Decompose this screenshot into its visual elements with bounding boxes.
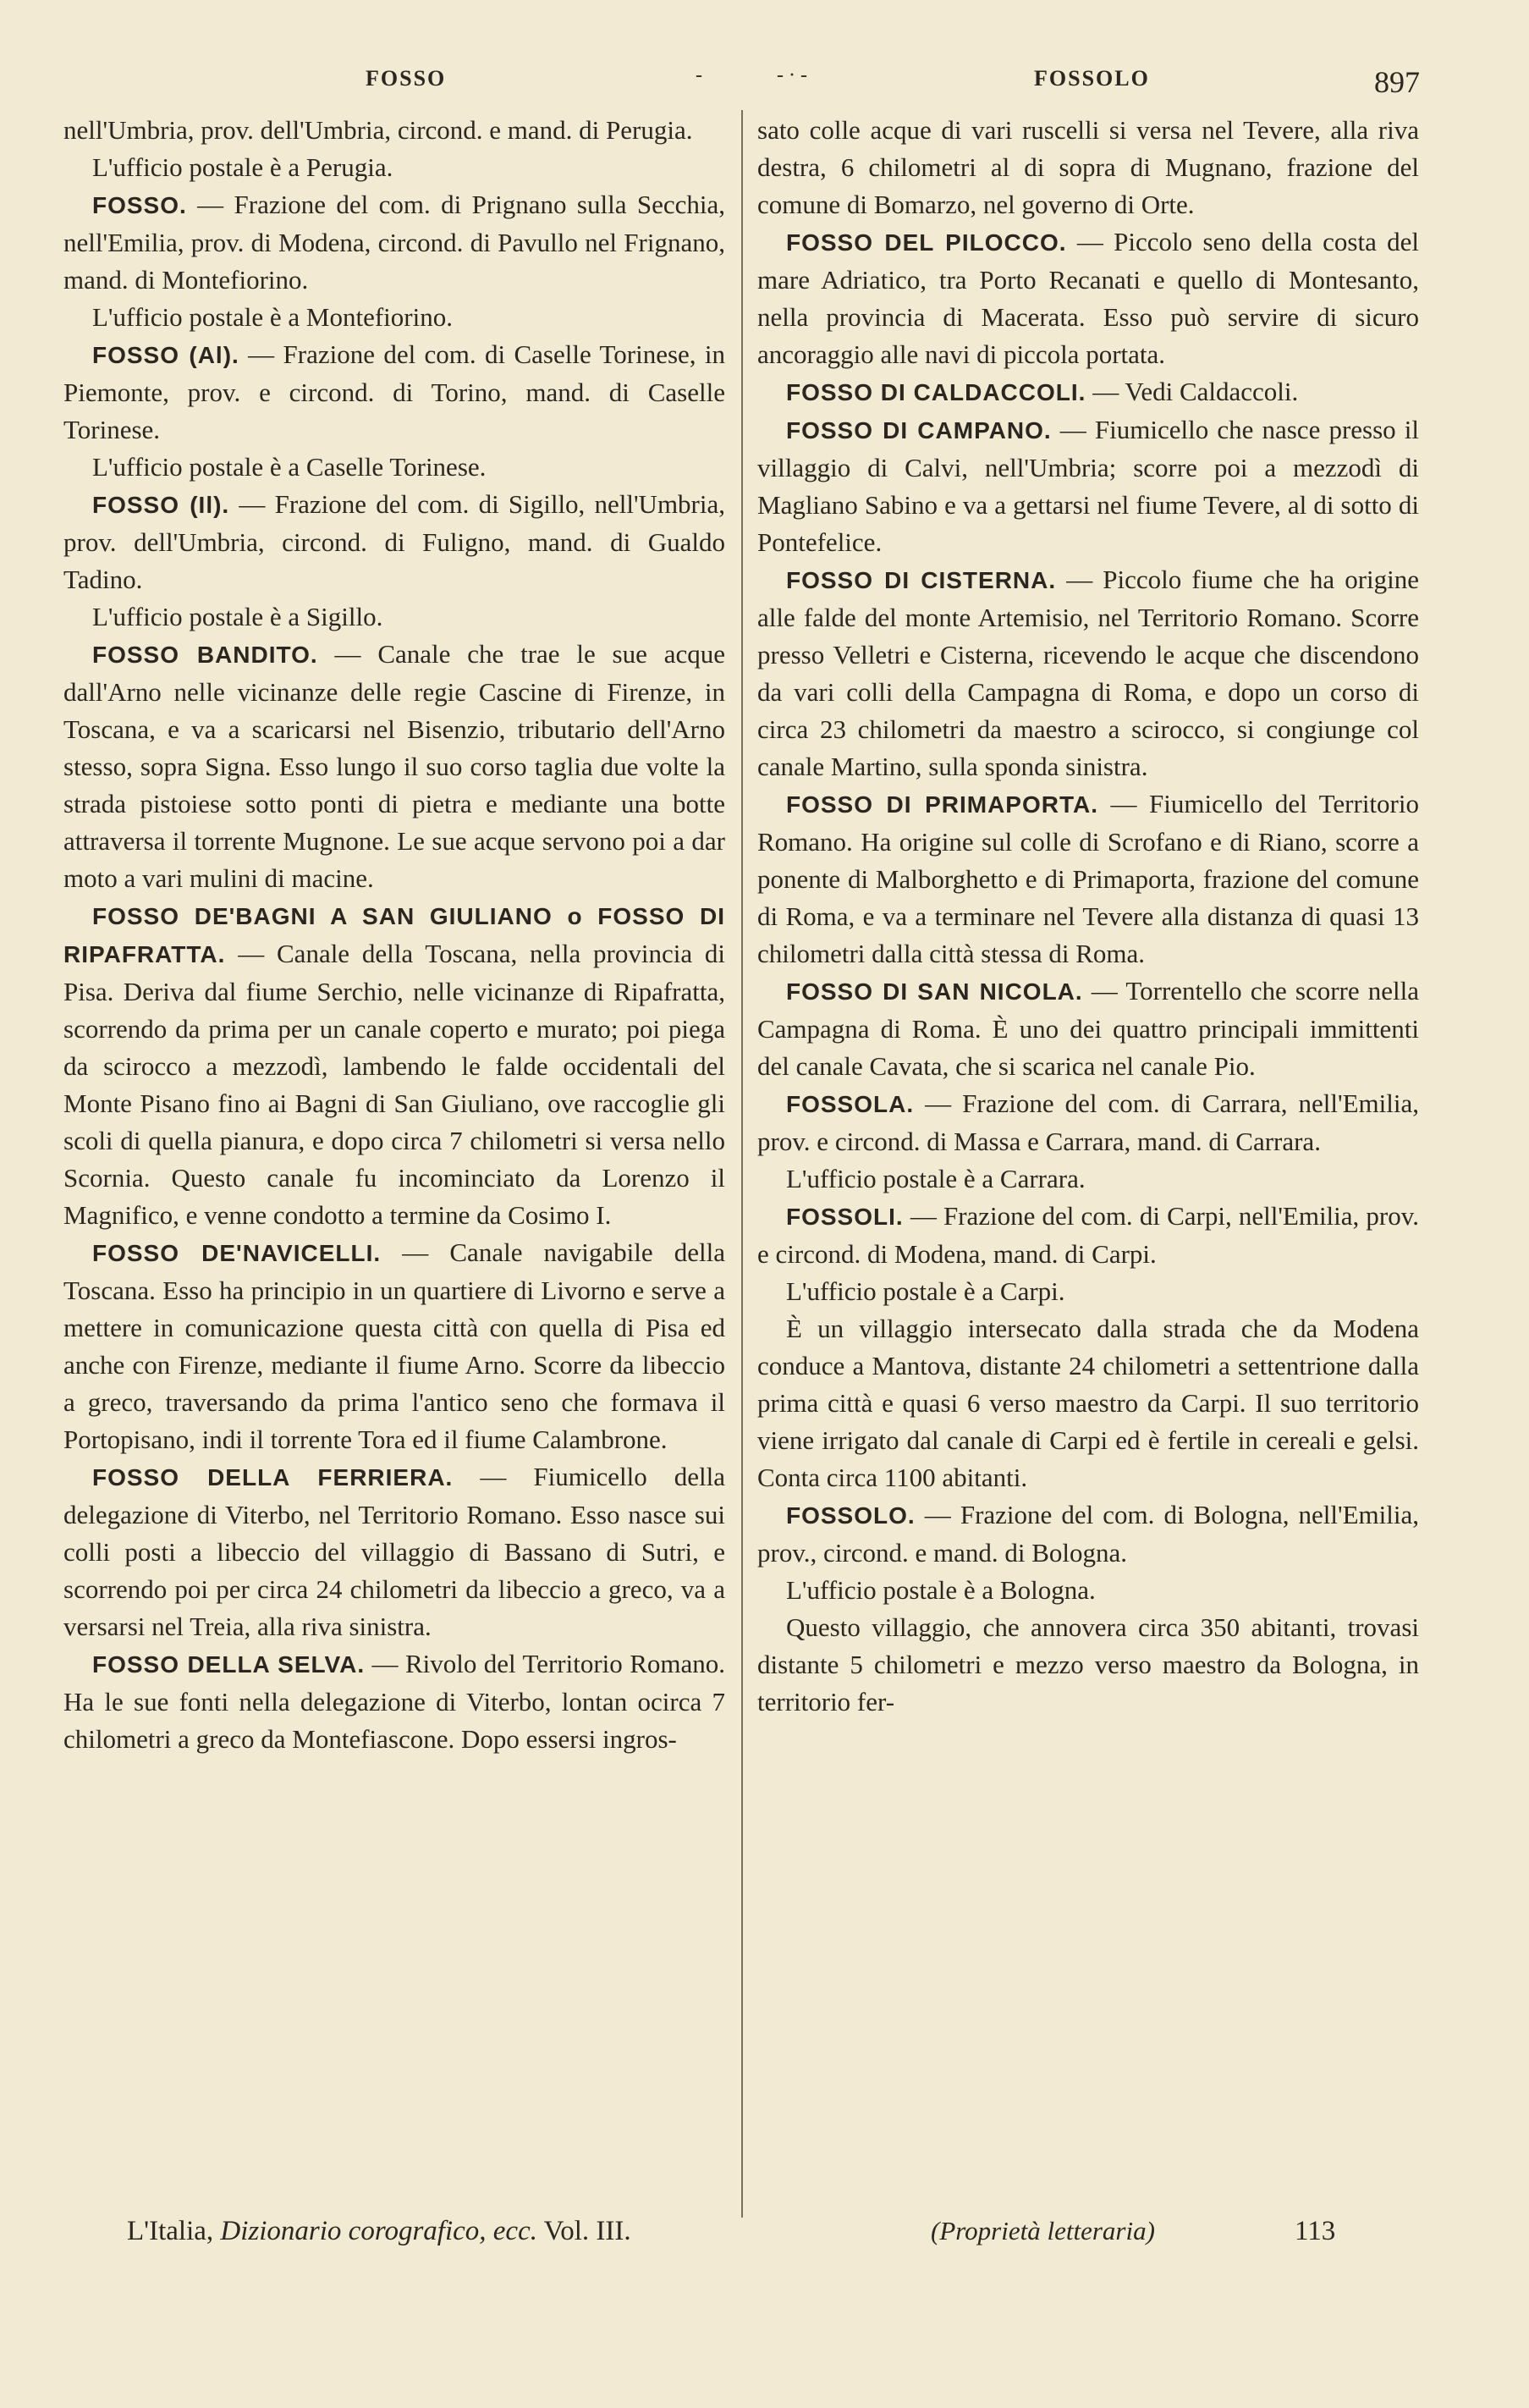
entry-text: — Rivolo del Territorio Romano. Ha le sue fonti nella delegazione di Viterbo, lontan ocirca 7 chilometri a greco da Montefiascone. Dopo essersi ingros- [63, 1649, 725, 1754]
paragraph [757, 112, 1419, 223]
entry-headword: FOSSO DE'BAGNI A SAN GIULIANO o FOSSO DI RIPAFRATTA. [63, 903, 725, 967]
entry-text: nell'Umbria, prov. dell'Umbria, circond. e mand. di Perugia. [63, 115, 693, 145]
running-head-right: FOSSOLO [1034, 66, 1150, 91]
dictionary-entry [63, 486, 725, 598]
paragraph [63, 299, 725, 336]
dictionary-entry [63, 897, 725, 1234]
entry-text: — Frazione del com. di Carpi, nell'Emilia, prov. e circond. di Modena, mand. di Carpi. [757, 1201, 1419, 1269]
footer-title: L'Italia, [127, 2216, 214, 2246]
entry-text: — Frazione del com. di Prignano sulla Secchia, nell'Emilia, prov. di Modena, circond. di Pavullo nel Frignano, mand. di Montefiorino. [63, 190, 725, 295]
entry-text: — Piccolo seno della costa del mare Adriatico, tra Porto Recanati e quello di Montesanto, nella provincia di Macerata. Esso può servire di sicuro ancoraggio alle navi di piccola portata. [757, 227, 1420, 369]
footer-property: (Proprietà letteraria) [931, 2216, 1155, 2245]
dictionary-entry [63, 636, 725, 897]
footer-subtitle: Dizionario corografico, ecc. [220, 2216, 537, 2246]
running-head-left: FOSSO [366, 66, 447, 91]
entry-text: L'ufficio postale è a Perugia. [92, 152, 393, 182]
dictionary-entry [757, 1198, 1419, 1273]
entry-text: Questo villaggio, che annovera circa 350 abitanti, trovasi distante 5 chilometri e mezzo verso maestro da Bologna, in territorio fer- [757, 1612, 1419, 1716]
dictionary-entry [757, 223, 1419, 373]
entry-text: sato colle acque di vari ruscelli si versa nel Tevere, alla riva destra, 6 chilometri al di sopra di Mugnano, frazione del comune di Bomarzo, nel governo di Orte. [757, 115, 1419, 219]
dictionary-entry [63, 1458, 725, 1645]
entry-text: — Frazione del com. di Caselle Torinese, in Piemonte, prov. e circond. di Torino, mand. di Caselle Torinese. [63, 339, 725, 444]
dictionary-entry [757, 1085, 1419, 1160]
dictionary-entry [757, 561, 1419, 785]
paragraph [63, 149, 725, 186]
entry-headword: FOSSO DELLA FERRIERA. [92, 1464, 454, 1491]
entry-text: — Canale che trae le sue acque dall'Arno nelle vicinanze delle regie Cascine di Firenze, in Toscana, e va a scaricarsi nel Bisenzio, tributario dell'Arno stesso, sopra Signa. Esso lungo il suo corso taglia due volte la strada pistoiese sotto ponti di pietra e mediante una botte attraversa il torrente Mugnone. Le sue acque servono poi a dar moto a vari mulini di macine. [63, 639, 725, 893]
dictionary-entry [63, 1234, 725, 1458]
dictionary-entry [757, 973, 1419, 1085]
entry-headword: FOSSO. [92, 192, 187, 218]
entry-headword: FOSSO (Il). [92, 492, 230, 518]
paragraph [757, 1273, 1419, 1310]
entry-text: — Vedi Caldaccoli. [1086, 377, 1299, 406]
entry-text: L'ufficio postale è a Montefiorino. [92, 302, 453, 332]
header-dash-mid: - · - [777, 64, 807, 86]
entry-text: L'ufficio postale è a Sigillo. [92, 602, 383, 631]
entry-text: L'ufficio postale è a Carpi. [786, 1276, 1065, 1306]
column-divider [741, 110, 743, 2218]
dictionary-entry [757, 411, 1419, 561]
header-dash-left: - [696, 64, 702, 86]
dictionary-entry [63, 186, 725, 299]
page-number: 897 [1374, 65, 1420, 99]
paragraph [757, 1609, 1419, 1721]
entry-headword: FOSSO DI CALDACCOLI. [786, 379, 1086, 405]
dictionary-entry [757, 373, 1419, 411]
entry-text: — Fiumicello che nasce presso il villaggio di Calvi, nell'Umbria; scorre poi a mezzodì di Magliano Sabino e va a gettarsi nel fiume Tevere, al di sotto di Pontefelice. [757, 415, 1419, 557]
entry-text: — Canale navigabile della Toscana. Esso ha principio in un quartiere di Livorno e serve a mettere in comunicazione questa città con quella di Pisa ed anche con Firenze, mediante il fiume Arno. Scorre da libeccio a greco, traversando da prima l'antico seno che formava il Portopisano, indi il torrente Tora ed il fiume Calambrone. [63, 1237, 726, 1454]
entry-headword: FOSSOLA. [786, 1091, 915, 1117]
entry-text: — Frazione del com. di Sigillo, nell'Umbria, prov. dell'Umbria, circond. di Fuligno, mand. di Gualdo Tadino. [63, 489, 725, 594]
entry-headword: FOSSO DELLA SELVA. [92, 1651, 366, 1678]
entry-headword: FOSSO BANDITO. [92, 642, 318, 668]
entry-headword: FOSSO DE'NAVICELLI. [92, 1240, 382, 1266]
entry-headword: FOSSO DI SAN NICOLA. [786, 978, 1083, 1005]
paragraph [63, 112, 725, 149]
entry-text: È un villaggio intersecato dalla strada che da Modena conduce a Mantova, distante 24 chilometri a settentrione dalla prima città e quasi 6 verso maestro da Carpi. Il suo territorio viene irrigato dal canale di Carpi ed è fertile in cereali e gelsi. Conta circa 1100 abitanti. [757, 1314, 1419, 1492]
dictionary-entry [757, 1496, 1419, 1572]
dictionary-entry [63, 1645, 725, 1758]
paragraph [757, 1310, 1419, 1496]
entry-headword: FOSSO DI CAMPANO. [786, 417, 1052, 444]
entry-headword: FOSSO (Al). [92, 342, 239, 368]
entry-text: — Piccolo fiume che ha origine alle falde del monte Artemisio, nel Territorio Romano. Scorre presso Velletri e Cisterna, ricevendo le acque che discendono da vari colli della Campagna di Roma, e dopo un corso di circa 23 chilometri da maestro a scirocco, si congiunge col canale Martino, sulla sponda sinistra. [757, 565, 1419, 781]
footer-signature [127, 2216, 631, 2247]
entry-text: — Frazione del com. di Bologna, nell'Emilia, prov., circond. e mand. di Bologna. [757, 1500, 1419, 1568]
left-column [63, 112, 725, 1758]
right-column [757, 112, 1419, 1721]
entry-text: L'ufficio postale è a Bologna. [786, 1575, 1096, 1605]
entry-text: L'ufficio postale è a Carrara. [786, 1164, 1086, 1193]
entry-headword: FOSSO DEL PILOCCO. [786, 229, 1067, 256]
paragraph [757, 1572, 1419, 1609]
entry-text: — Fiumicello del Territorio Romano. Ha origine sul colle di Scrofano e di Riano, scorre a ponente di Malborghetto e di Primaporta, frazione del comune di Roma, e va a terminare nel Tevere alla distanza di quasi 13 chilometri dalla città stessa di Roma. [757, 789, 1419, 968]
dictionary-entry [63, 336, 725, 449]
paragraph [63, 598, 725, 636]
footer-volume: Vol. III. [543, 2216, 631, 2246]
entry-text: L'ufficio postale è a Caselle Torinese. [92, 452, 487, 482]
entry-text: — Torrentello che scorre nella Campagna di Roma. È uno dei quattro principali immittenti del canale Cavata, che si scarica nel canale Pio. [757, 976, 1419, 1081]
entry-headword: FOSSOLI. [786, 1204, 904, 1230]
entry-text: — Canale della Toscana, nella provincia di Pisa. Deriva dal fiume Serchio, nelle vicinanze di Ripafratta, scorrendo da prima per un canale coperto e murato; poi piega da scirocco a mezzodì, lambendo le falde occidentali del Monte Pisano fino ai Bagni di San Giuliano, ove raccoglie gli scoli di quella pianura, e dopo circa 7 chilometri si versa nello Scornia. Questo canale fu incominciato da Lorenzo il Magnifico, e venne condotto a termine da Cosimo I. [63, 939, 725, 1230]
sheet-number: 113 [1295, 2216, 1336, 2246]
paragraph [63, 449, 725, 486]
entry-text: — Fiumicello della delegazione di Viterbo, nel Territorio Romano. Esso nasce sui colli posti a libeccio del villaggio di Bassano di Sutri, e scorrendo poi per circa 24 chilometri da libeccio a greco, va a versarsi nel Treia, alla riva sinistra. [63, 1462, 725, 1641]
entry-text: — Frazione del com. di Carrara, nell'Emilia, prov. e circond. di Massa e Carrara, mand. di Carrara. [757, 1088, 1419, 1156]
paragraph [757, 1160, 1419, 1198]
entry-headword: FOSSO DI CISTERNA. [786, 567, 1057, 593]
entry-headword: FOSSOLO. [786, 1502, 916, 1529]
dictionary-entry [757, 785, 1419, 973]
entry-headword: FOSSO DI PRIMAPORTA. [786, 791, 1098, 818]
